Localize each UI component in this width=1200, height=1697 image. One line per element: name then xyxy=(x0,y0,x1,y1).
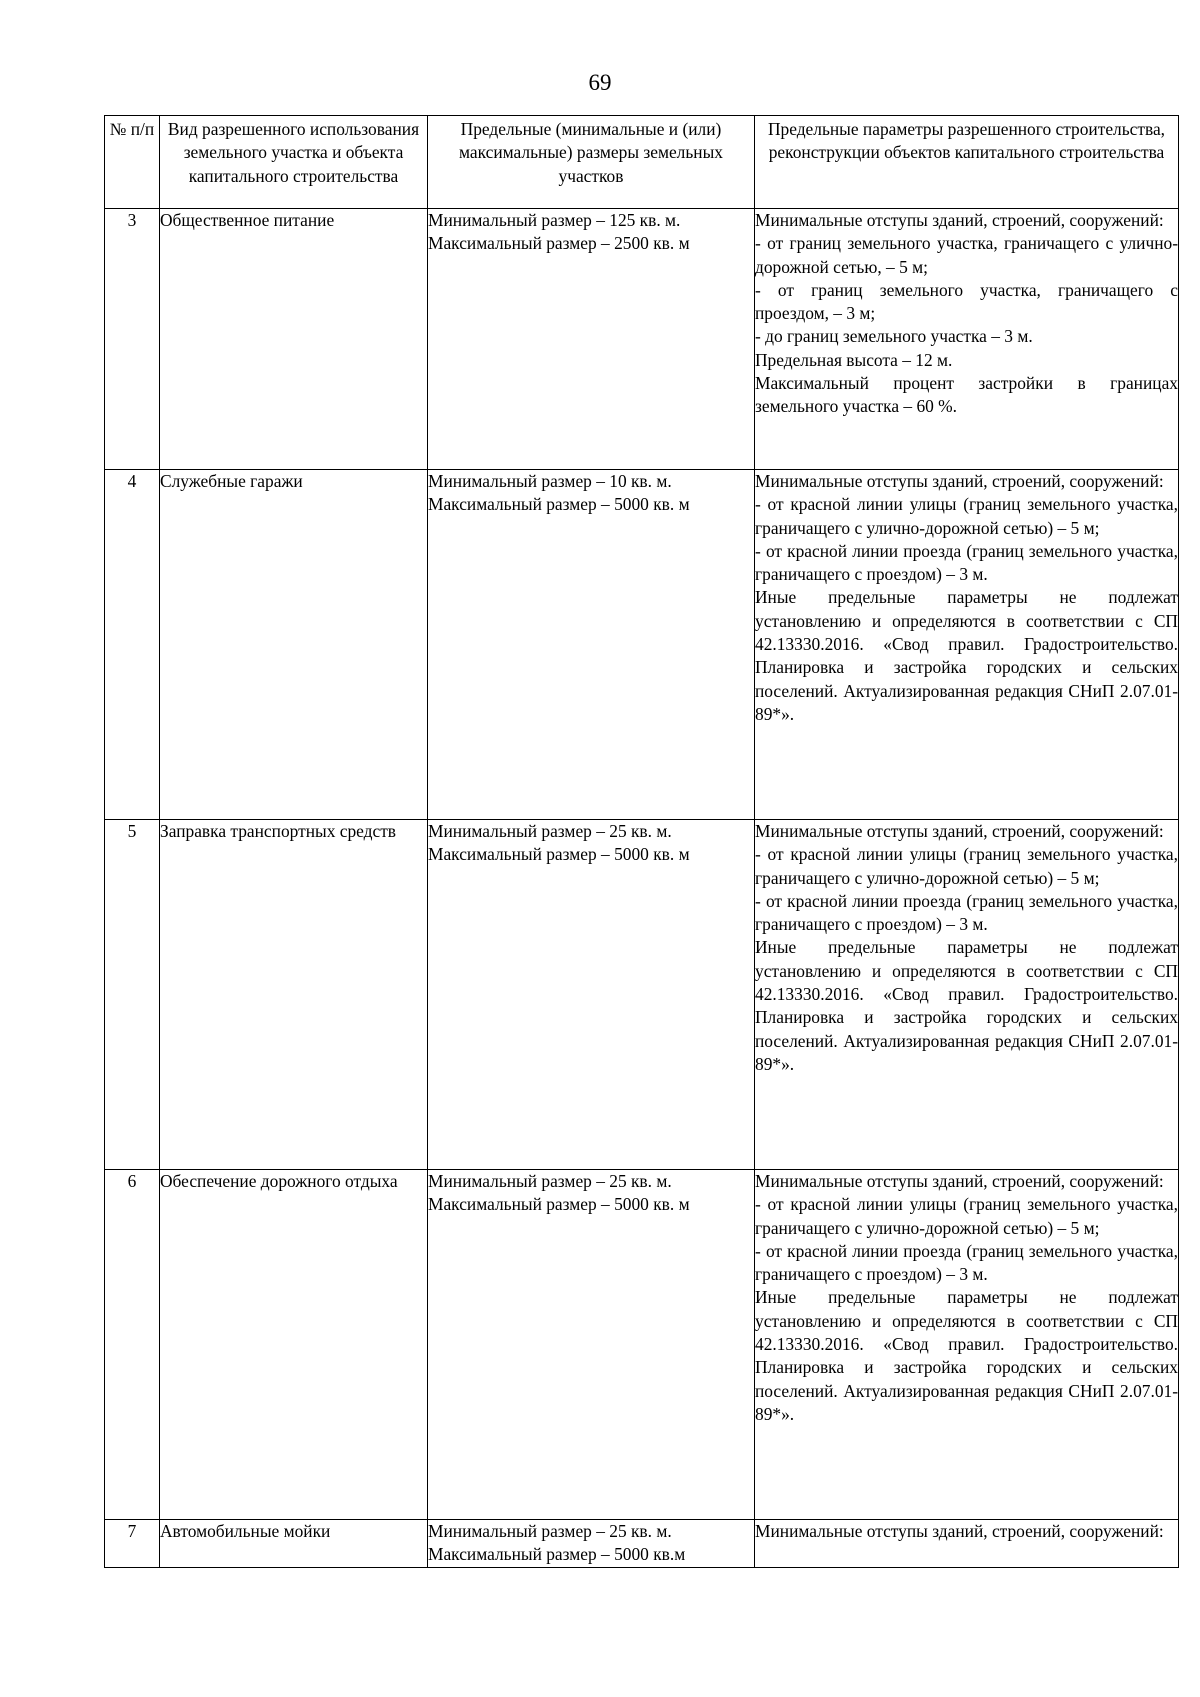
min-size: Минимальный размер – 25 кв. м. xyxy=(428,821,672,841)
row-plot-size xyxy=(428,820,755,1170)
row-plot-size xyxy=(428,1520,755,1568)
param-line: - от красной линии проезда (границ земельного участка, граничащего с проездом) – 3 м. xyxy=(755,540,1178,585)
row-number: 4 xyxy=(105,470,160,820)
max-size: Максимальный размер – 2500 кв. м xyxy=(428,233,690,254)
max-size: Максимальный размер – 5000 кв. м xyxy=(428,494,690,515)
parameters-table xyxy=(104,115,1179,1568)
table-row xyxy=(105,209,1179,470)
row-build-params xyxy=(755,470,1179,820)
param-line: Минимальные отступы зданий, строений, сооружений: xyxy=(755,471,1164,491)
row-number: 5 xyxy=(105,820,160,1170)
table-row xyxy=(105,820,1179,1170)
max-size: Максимальный размер – 5000 кв. м xyxy=(428,1194,690,1215)
param-line: Максимальный процент застройки в границах земельного участка – 60 %. xyxy=(755,373,1178,417)
param-line: - от красной линии улицы (границ земельного участка, граничащего с улично-дорожной сетью) – 5 м; xyxy=(755,494,1178,538)
header-use-type: Вид разрешенного использования земельного участка и объекта капитального строительства xyxy=(160,116,428,209)
min-size: Минимальный размер – 25 кв. м. xyxy=(428,1521,672,1541)
row-use-type: Заправка транспортных средств xyxy=(160,820,428,1170)
param-line: - от красной линии проезда (границ земельного участка, граничащего с проездом) – 3 м. xyxy=(755,890,1178,935)
param-line: Минимальные отступы зданий, строений, сооружений: xyxy=(755,210,1164,230)
row-plot-size xyxy=(428,470,755,820)
max-size: Максимальный размер – 5000 кв.м xyxy=(428,1544,686,1565)
param-line: Минимальные отступы зданий, строений, сооружений: xyxy=(755,1171,1164,1191)
param-line: Предельная высота – 12 м. xyxy=(755,349,953,370)
param-line: Иные предельные параметры не подлежат установлению и определяются в соответствии с СП 42.13330.2016. «Свод правил. Градостроительство. Планировка и застройка городских и сельских поселений. Актуализированная редакция СНиП 2.07.01-89*». xyxy=(755,937,1178,1074)
header-build-params: Предельные параметры разрешенного строительства, реконструкции объектов капитального строительства xyxy=(755,116,1179,209)
param-line: Иные предельные параметры не подлежат установлению и определяются в соответствии с СП 42.13330.2016. «Свод правил. Градостроительство. Планировка и застройка городских и сельских поселений. Актуализированная редакция СНиП 2.07.01-89*». xyxy=(755,1287,1178,1424)
row-plot-size xyxy=(428,1170,755,1520)
min-size: Минимальный размер – 10 кв. м. xyxy=(428,471,672,491)
table-row xyxy=(105,1520,1179,1568)
param-line: - от границ земельного участка, граничащего с проездом, – 3 м; xyxy=(755,279,1178,324)
table-row xyxy=(105,470,1179,820)
row-number: 6 xyxy=(105,1170,160,1520)
row-build-params xyxy=(755,1170,1179,1520)
min-size: Минимальный размер – 125 кв. м. xyxy=(428,210,681,230)
row-build-params xyxy=(755,209,1179,470)
param-line: Иные предельные параметры не подлежат установлению и определяются в соответствии с СП 42.13330.2016. «Свод правил. Градостроительство. Планировка и застройка городских и сельских поселений. Актуализированная редакция СНиП 2.07.01-89*». xyxy=(755,587,1178,724)
row-number: 7 xyxy=(105,1520,160,1568)
param-line: Минимальные отступы зданий, строений, сооружений: xyxy=(755,1521,1164,1541)
param-line: - от красной линии улицы (границ земельного участка, граничащего с улично-дорожной сетью) – 5 м; xyxy=(755,1194,1178,1238)
param-line: - от границ земельного участка, граничащего с улично-дорожной сетью, – 5 м; xyxy=(755,233,1178,277)
param-line: - до границ земельного участка – 3 м. xyxy=(755,326,1033,347)
table-header-row xyxy=(105,116,1179,209)
max-size: Максимальный размер – 5000 кв. м xyxy=(428,844,690,865)
row-number: 3 xyxy=(105,209,160,470)
header-plot-size: Предельные (минимальные и (или) максимальные) размеры земельных участков xyxy=(428,116,755,209)
row-use-type: Автомобильные мойки xyxy=(160,1520,428,1568)
param-line: - от красной линии проезда (границ земельного участка, граничащего с проездом) – 3 м. xyxy=(755,1240,1178,1285)
param-line: Минимальные отступы зданий, строений, сооружений: xyxy=(755,821,1164,841)
row-build-params xyxy=(755,820,1179,1170)
min-size: Минимальный размер – 25 кв. м. xyxy=(428,1171,672,1191)
row-plot-size xyxy=(428,209,755,470)
param-line: - от красной линии улицы (границ земельного участка, граничащего с улично-дорожной сетью) – 5 м; xyxy=(755,844,1178,888)
row-use-type: Общественное питание xyxy=(160,209,428,470)
row-use-type: Обеспечение дорожного отдыха xyxy=(160,1170,428,1520)
header-number: № п/п xyxy=(105,116,160,209)
row-build-params xyxy=(755,1520,1179,1568)
row-use-type: Служебные гаражи xyxy=(160,470,428,820)
page-number: 69 xyxy=(588,70,612,95)
table-row xyxy=(105,1170,1179,1520)
